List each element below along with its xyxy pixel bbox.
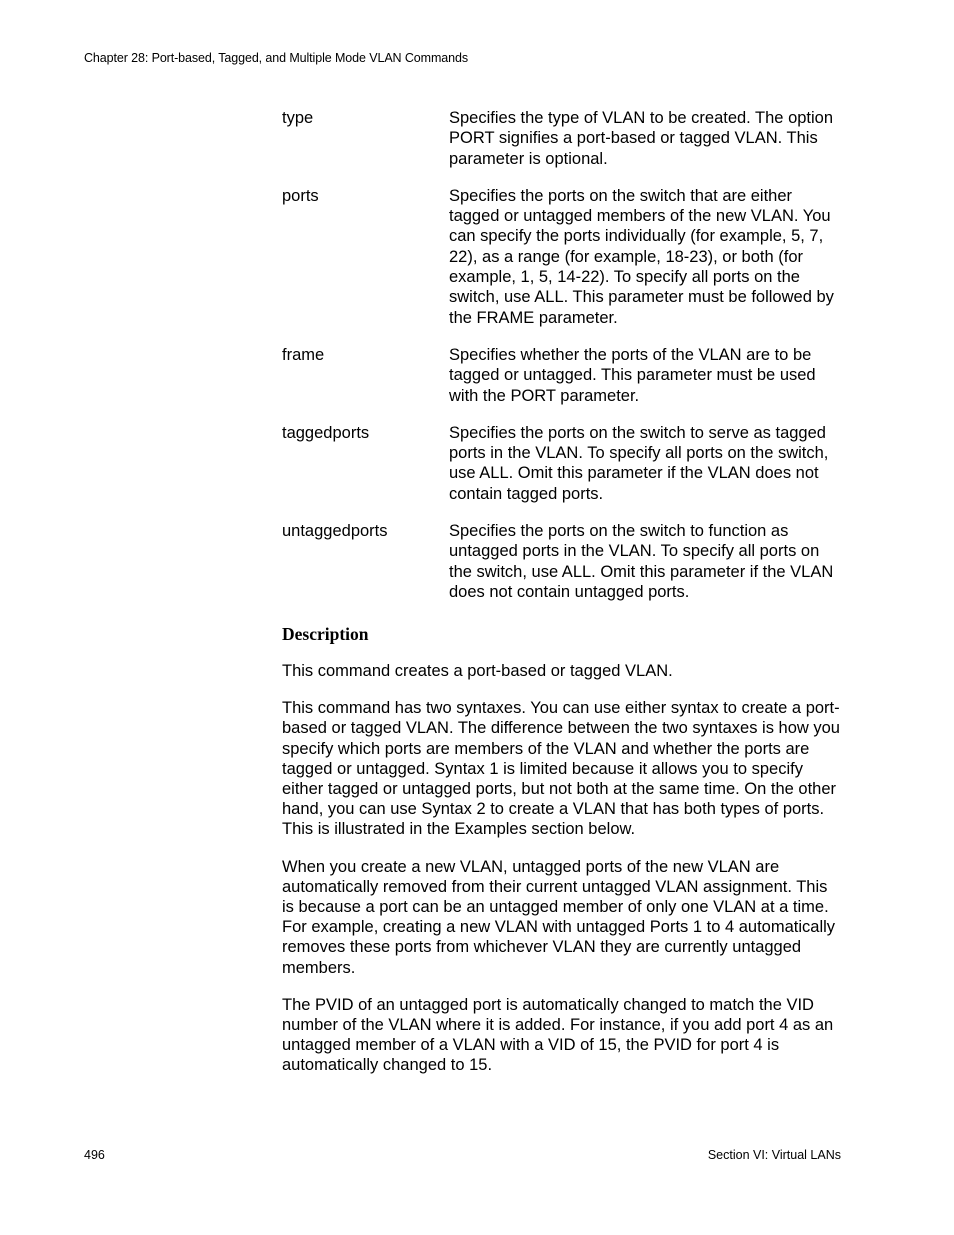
- paragraph: This command creates a port-based or tagged VLAN.: [282, 662, 673, 680]
- page-number: 496: [84, 1148, 105, 1162]
- parameter-row: [282, 345, 842, 406]
- parameter-description: Specifies the ports on the switch that are either tagged or untagged members of the new VLAN. You can specify the ports individually (for example, 5, 7, 22), as a range (for example, 18-23), or both (for example, 1, 5, 14-22). To specify all ports on the switch, use ALL. This parameter must be followed by the FRAME parameter.: [449, 186, 834, 327]
- parameter-row: [282, 423, 842, 504]
- section-heading: Description: [282, 624, 369, 644]
- parameter-name: frame: [282, 345, 325, 364]
- parameter-row: [282, 186, 842, 328]
- paragraph: When you create a new VLAN, untagged ports of the new VLAN are automatically removed from their current untagged VLAN assignment. This is because a port can be an untagged member of only one VLAN at a time. For example, creating a new VLAN with untagged Ports 1 to 4 automatically removes these ports from whichever VLAN they are currently untagged members.: [282, 857, 836, 977]
- parameter-description: Specifies whether the ports of the VLAN are to be tagged or untagged. This parameter must be used with the PORT parameter.: [449, 345, 816, 405]
- parameter-row: [282, 521, 842, 602]
- parameter-name: type: [282, 109, 314, 127]
- parameter-row: [282, 108, 842, 169]
- parameter-name: untaggedports: [282, 522, 388, 541]
- parameter-description: Specifies the type of VLAN to be created. The option PORT signifies a port-based or tagged VLAN. This parameter is optional.: [449, 109, 834, 168]
- paragraph: The PVID of an untagged port is automatically changed to match the VID number of the VLAN where it is added. For instance, if you add port 4 as an untagged member of a VLAN with a VID of 15, the PVID for port 4 is automatically changed to 15.: [282, 995, 834, 1075]
- parameter-list: [282, 108, 842, 619]
- section-footer: Section VI: Virtual LANs: [707, 1148, 841, 1162]
- description-body: [282, 661, 842, 1093]
- parameter-description: Specifies the ports on the switch to serve as tagged ports in the VLAN. To specify all ports on the switch, use ALL. Omit this parameter if the VLAN does not contain tagged ports.: [449, 423, 829, 503]
- paragraph: This command has two syntaxes. You can use either syntax to create a port-based or tagged VLAN. The difference between the two syntaxes is how you specify which ports are members of the VLAN and whether the ports are tagged or untagged. Syntax 1 is limited because it allows you to specify either tagged or untagged ports, but not both at the same time. On the other hand, you can use Syntax 2 to create a VLAN that has both types of ports. This is illustrated in the Examples section below.: [282, 699, 840, 839]
- parameter-name: ports: [282, 186, 319, 205]
- running-header: Chapter 28: Port-based, Tagged, and Multiple Mode VLAN Commands: [84, 51, 468, 65]
- parameter-name: taggedports: [282, 423, 370, 442]
- parameter-description: Specifies the ports on the switch to function as untagged ports in the VLAN. To specify all ports on the switch, use ALL. Omit this parameter if the VLAN does not contain untagged ports.: [449, 522, 834, 601]
